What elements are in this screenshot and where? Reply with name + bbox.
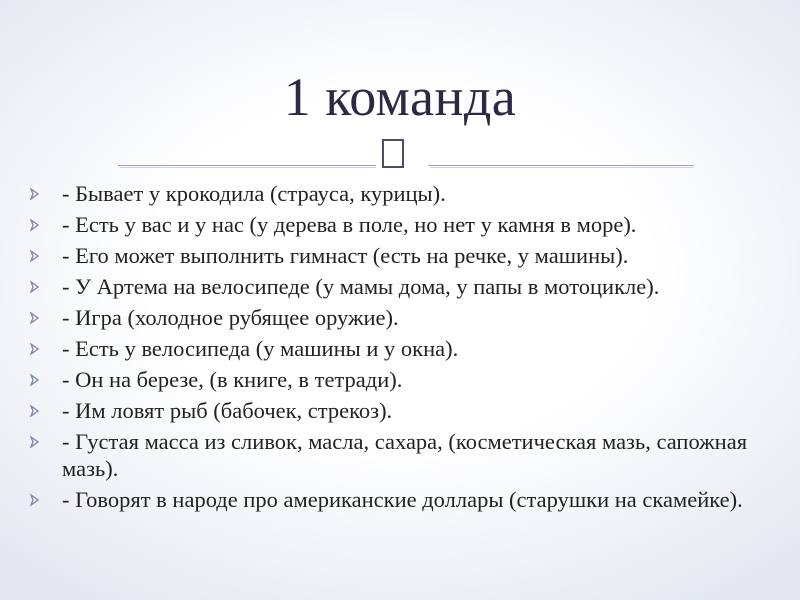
list-item bbox=[30, 242, 770, 269]
list-item-text: - Есть у велосипеда (у машины и у окна). bbox=[62, 336, 459, 361]
arrow-bullet-icon bbox=[30, 343, 39, 355]
list-item bbox=[30, 428, 770, 482]
list-item bbox=[30, 273, 770, 300]
list-item-text: - Есть у вас и у нас (у дерева в поле, но нет у камня в море). bbox=[62, 212, 637, 237]
arrow-bullet-icon bbox=[30, 281, 39, 293]
title-divider-left-shadow bbox=[120, 167, 376, 168]
list-item-text: - Им ловят рыб (бабочек, стрекоз). bbox=[62, 398, 393, 423]
list-item bbox=[30, 211, 770, 238]
arrow-bullet-icon bbox=[30, 436, 39, 448]
arrow-bullet-icon bbox=[30, 250, 39, 262]
arrow-bullet-icon bbox=[30, 219, 39, 231]
arrow-bullet-icon bbox=[30, 494, 39, 506]
list-item-text: - Говорят в народе про американские доллары (старушки на скамейке). bbox=[62, 487, 743, 512]
list-item bbox=[30, 304, 770, 331]
title-divider-right bbox=[428, 165, 694, 166]
title-divider-left bbox=[118, 165, 376, 166]
list-item-text: - Бывает у крокодила (страуса, курицы). bbox=[62, 181, 446, 206]
list-item-text: - Он на березе, (в книге, в тетради). bbox=[62, 367, 403, 392]
list-item bbox=[30, 486, 770, 513]
slide-title: 1 команда bbox=[283, 67, 517, 127]
list-item bbox=[30, 335, 770, 362]
title-divider-right-shadow bbox=[430, 167, 694, 168]
square-ornament-icon bbox=[382, 139, 404, 168]
list-item-text: - У Артема на велосипеде (у мамы дома, у папы в мотоцикле). bbox=[62, 274, 660, 299]
bullet-list bbox=[30, 180, 770, 517]
list-item bbox=[30, 397, 770, 424]
list-item-text: - Густая масса из сливок, масла, сахара, (косметическая мазь, сапожная мазь). bbox=[62, 429, 748, 481]
list-item-text: - Его может выполнить гимнаст (есть на речке, у машины). bbox=[62, 243, 629, 268]
arrow-bullet-icon bbox=[30, 374, 39, 386]
list-item-text: - Игра (холодное рубящее оружие). bbox=[62, 305, 399, 330]
arrow-bullet-icon bbox=[30, 405, 39, 417]
arrow-bullet-icon bbox=[30, 188, 39, 200]
list-item bbox=[30, 366, 770, 393]
arrow-bullet-icon bbox=[30, 312, 39, 324]
list-item bbox=[30, 180, 770, 207]
